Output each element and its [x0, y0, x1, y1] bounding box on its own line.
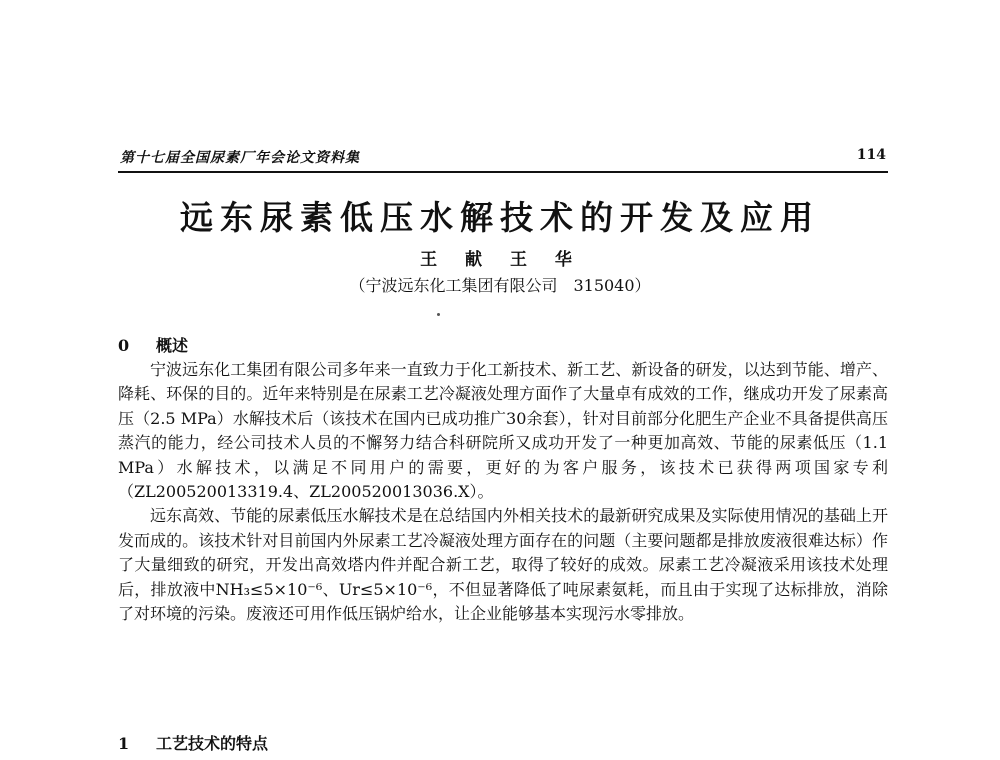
paragraph: 远东高效、节能的尿素低压水解技术是在总结国内外相关技术的最新研究成果及实际使用情况的基础上开发而成的。该技术针对目前国内外尿素工艺冷凝液处理方面存在的问题（主要问题都是排放废液很难达标）作了大量细致的研究，开发出高效塔内件并配合新工艺，取得了较好的成效。尿素工艺冷凝液采用该技术处理后，排放液中NH₃≤5×10⁻⁶、Ur≤5×10⁻⁶，不但显著降低了吨尿素氨耗，而且由于实现了达标排放，消除了对环境的污染。废液还可用作低压锅炉给水，让企业能够基本实现污水零排放。 [118, 506, 888, 624]
section-title: 概述 [156, 336, 189, 355]
affiliation: （宁波远东化工集团有限公司 315040） [349, 276, 651, 295]
page-number: 114 [856, 147, 886, 163]
running-header [118, 147, 888, 173]
paragraph: 宁波远东化工集团有限公司多年来一直致力于化工新技术、新工艺、新设备的研发，以达到节能、增产、降耗、环保的目的。近年来特别是在尿素工艺冷凝液处理方面作了大量卓有成效的工作，继成功开发了尿素高压（2.5 MPa）水解技术后（该技术在国内已成功推广30余套），针对目前部分化肥生产企业不具备提供高压蒸汽的能力，经公司技术人员的不懈努力结合科研院所又成功开发了一种更加高效、节能的尿素低压（1.1 MPa）水解技术，以满足不同用户的需要，更好的为客户服务，该技术已获得两项国家专利（ZL200520013319.4、ZL200520013036.X）。 [118, 360, 888, 502]
section-heading-features [118, 731, 268, 754]
article-title: 远东尿素低压水解技术的开发及应用 [180, 198, 820, 237]
section-number: 1 [118, 734, 130, 753]
section-number: 0 [118, 336, 130, 355]
section-heading-overview [118, 333, 188, 356]
section-title: 工艺技术的特点 [156, 734, 269, 753]
scan-speck [437, 313, 440, 316]
section-body-overview [118, 358, 888, 626]
journal-title: 第十七届全国尿素厂年会论文资料集 [120, 150, 360, 166]
authors: 王 献 王 华 [420, 250, 580, 270]
